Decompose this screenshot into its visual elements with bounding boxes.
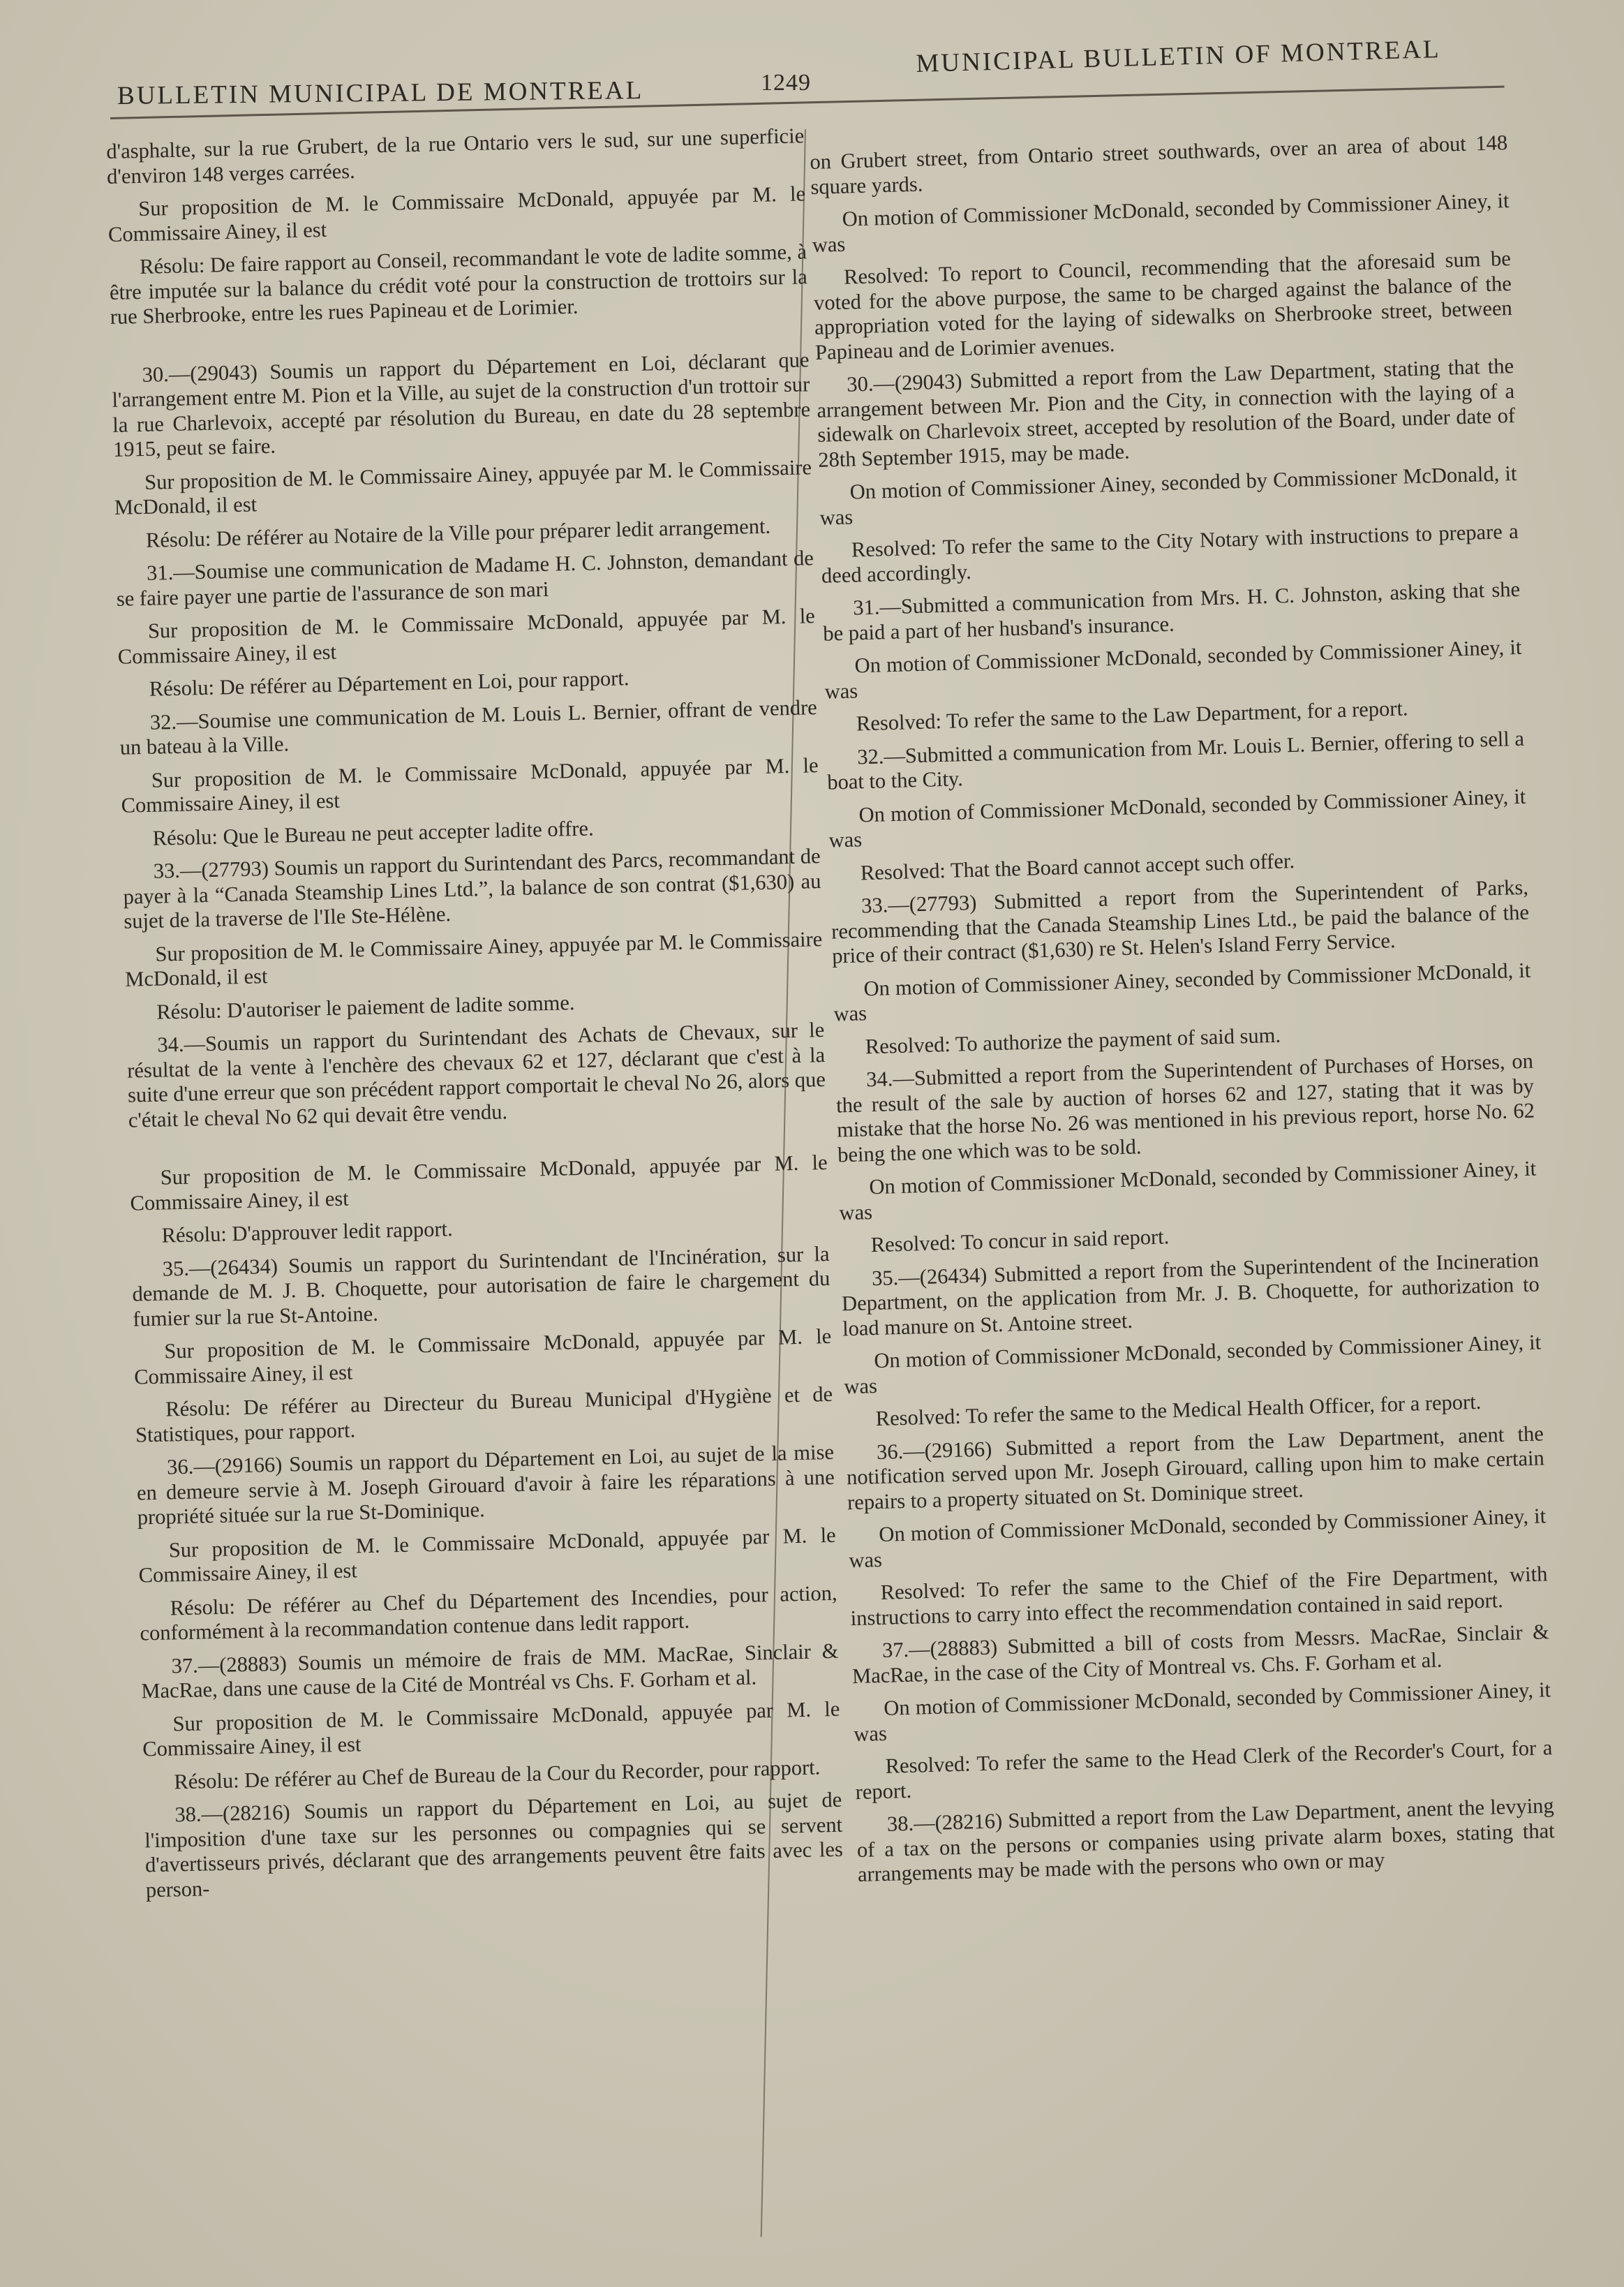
item-paragraph: 34.—Soumis un rapport du Surintendant des Achats de Chevaux, sur le résultat de la vente à l'enchère des chevaux 62 et 127, déclarant que c'est à la suite d'une erreur que son précédent rapport comportait le cheval No 26, alors que c'était le cheval No 62 qui devait être vendu. [126,1017,826,1132]
item-paragraph: 33.—(27793) Soumis un rapport du Surintendant des Parcs, recommandant de payer à la “Canada Steamship Lines Ltd.”, la balance de son contrat ($1,630) au sujet de la traverse de l'Ile Ste-Hélène. [123,844,821,933]
item-paragraph: 35.—(26434) Soumis un rapport du Surintendant de l'Incinération, sur la demande de M. J. B. Choquette, pour autorisation de faire le chargement du fumier sur la rue St-Antoine. [132,1241,830,1331]
motion-paragraph: Sur proposition de M. le Commissaire McDonald, appuyée par M. le Commissaire Ainey, il est [117,604,816,669]
motion-paragraph: Sur proposition de M. le Commissaire McDonald, appuyée par M. le Commissaire Ainey, il est [138,1523,836,1587]
item-paragraph: 38.—(28216) Soumis un rapport du Département en Loi, au sujet de l'imposition d'une taxe sur les personnes ou compagnies qui se servent d'avertisseurs privés, déclarant que des arrangements peuvent être faits avec les person- [144,1787,844,1902]
resolution-paragraph: Résolu: D'approuver ledit rapport. [161,1217,454,1248]
french-column [106,124,844,1911]
resolution-paragraph: Résolu: De faire rapport au Conseil, recommandant le vote de ladite somme, à être imputée sur la balance du crédit voté pour la construction de trottoirs sur la rue Sherbrooke, entre les rues Papineau et de Lorimier. [109,239,808,329]
resolution-paragraph: Resolved: To authorize the payment of said sum. [865,1023,1281,1058]
item-paragraph: 37.—(28883) Submitted a bill of costs from Messrs. MacRae, Sinclair & MacRae, in the case of the City of Montreal vs. Chs. F. Gorham et al. [851,1620,1550,1688]
resolution-paragraph: Resolved: To refer the same to the Head Clerk of the Recorder's Court, for a report. [855,1735,1553,1804]
item-paragraph: 32.—Submitted a communication from Mr. Louis L. Bernier, offering to sell a boat to the City. [826,726,1525,794]
resolution-paragraph: Resolved: To refer the same to the Chief of the Fire Department, with instructions to carry into effect the recommendation contained in said report. [850,1562,1548,1630]
item-paragraph: 36.—(29166) Submitted a report from the Law Department, anent the notification served upon Mr. Joseph Girouard, calling upon him to make certain repairs to a property situated on St. Dominique street. [846,1421,1545,1514]
motion-paragraph: On motion of Commissioner McDonald, seconded by Commissioner Ainey, it was [812,188,1510,257]
motion-paragraph: On motion of Commissioner Ainey, seconded by Commissioner McDonald, it was [819,461,1517,530]
page-number: 1249 [761,70,811,96]
motion-paragraph: On motion of Commissioner McDonald, seconded by Commissioner Ainey, it was [824,635,1522,704]
header-left-title: BULLETIN MUNICIPAL DE MONTREAL [117,76,644,110]
paragraph: d'asphalte, sur la rue Grubert, de la rue Ontario vers le sud, sur une superficie d'environ 148 verges carrées. [106,124,805,188]
item-paragraph: 36.—(29166) Soumis un rapport du Département en Loi, au sujet de la mise en demeure servie à M. Joseph Girouard d'avoir à faire les réparations à une propriété située sur la rue St-Dominique. [136,1439,835,1530]
resolution-paragraph: Resolved: To refer the same to the Medical Health Officer, for a report. [875,1389,1482,1431]
motion-paragraph: Sur proposition de M. le Commissaire McDonald, appuyée par M. le Commissaire Ainey, il est [121,753,819,817]
resolution-paragraph: Résolu: Que le Bureau ne peut accepter ladite offre. [152,815,594,850]
header-right-title: MUNICIPAL BULLETIN OF MONTREAL [916,34,1442,78]
resolution-paragraph: Resolved: To refer the same to the Law Department, for a report. [856,696,1408,736]
motion-paragraph: On motion of Commissioner McDonald, seconded by Commissioner Ainey, it was [843,1330,1542,1398]
motion-paragraph: On motion of Commissioner McDonald, seconded by Commissioner Ainey, it was [853,1678,1551,1746]
english-column [810,131,1556,1895]
resolution-paragraph: Résolu: De référer au Département en Loi, pour rapport. [149,666,630,701]
motion-paragraph: On motion of Commissioner Ainey, seconded by Commissioner McDonald, it was [833,958,1531,1026]
item-paragraph: 31.—Soumise une communication de Madame H. C. Johnston, demandant de se faire payer une partie de l'assurance de son mari [116,546,814,611]
motion-paragraph: On motion of Commissioner McDonald, seconded by Commissioner Ainey, it was [828,784,1526,852]
paragraph: on Grubert street, from Ontario street southwards, over an area of about 148 square yards. [810,131,1508,199]
item-paragraph: 35.—(26434) Submitted a report from the Superintendent of the Incineration Department, on the application from Mr. J. B. Choquette, for authorization to load manure on St. Antoine street. [841,1247,1540,1340]
motion-paragraph: On motion of Commissioner McDonald, seconded by Commissioner Ainey, it was [839,1156,1537,1224]
item-paragraph: 32.—Soumise une communication de M. Louis L. Bernier, offrant de vendre un bateau à la Ville. [119,695,818,760]
item-paragraph: 37.—(28883) Soumis un mémoire de frais de MM. MacRae, Sinclair & MacRae, dans une cause de la Cité de Montréal vs Chs. F. Gorham et al. [141,1638,839,1703]
motion-paragraph: Sur proposition de M. le Commissaire McDonald, appuyée par M. le Commissaire Ainey, il est [142,1696,840,1761]
item-paragraph: 38.—(28216) Submitted a report from the Law Department, anent the levying of a tax on the persons or companies using private alarm boxes, stating that arrangements may be made with the persons who own or may [856,1793,1556,1887]
resolution-paragraph: Résolu: D'autoriser le paiement de ladite somme. [156,990,575,1024]
motion-paragraph: On motion of Commissioner McDonald, seconded by Commissioner Ainey, it was [848,1504,1547,1572]
resolution-paragraph: Résolu: De référer au Chef de Bureau de la Cour du Recorder, pour rapport. [173,1754,821,1793]
item-paragraph: 34.—Submitted a report from the Superintendent of Purchases of Horses, on the result of the sale by auction of horses 62 and 127, stating that it was by mistake that the horse No. 26 was mentioned in his previous report, horse No. 62 being the one which was to be sold. [835,1049,1535,1167]
motion-paragraph: Sur proposition de M. le Commissaire Ainey, appuyée par M. le Commissaire McDonald, il est [114,454,812,519]
resolution-paragraph: Résolu: De référer au Notaire de la Ville pour préparer ledit arrangement. [145,514,771,552]
motion-paragraph: Sur proposition de M. le Commissaire Ainey, appuyée par M. le Commissaire McDonald, il est [124,926,823,991]
resolution-paragraph: Résolu: De référer au Chef du Département des Incendies, pour action, conformément à la recommandation contenue dans ledit rapport. [140,1581,837,1645]
motion-paragraph: Sur proposition de M. le Commissaire McDonald, appuyée par M. le Commissaire Ainey, il est [130,1150,828,1215]
item-paragraph: 30.—(29043) Submitted a report from the Law Department, stating that the arrangement between Mr. Pion and the City, in connection with the laying of a sidewalk on Charlevoix street, accepted by resolution of the Board, under date of 28th September 1915, may be made. [816,353,1516,472]
motion-paragraph: Sur proposition de M. le Commissaire McDonald, appuyée par M. le Commissaire Ainey, il est [133,1324,832,1389]
resolution-paragraph: Resolved: To concur in said report. [870,1224,1170,1257]
item-paragraph: 33.—(27793) Submitted a report from the Superintendent of Parks, recommending that the Canada Steamship Lines Ltd., be paid the balance of the price of their contract ($1,630) re St. Helen's Island Ferry Service. [830,875,1530,968]
resolution-paragraph: Resolved: To refer the same to the City Notary with instructions to prepare a deed accordingly. [821,519,1519,588]
resolution-paragraph: Résolu: De référer au Directeur du Bureau Municipal d'Hygiène et de Statistiques, pour rapport. [135,1382,833,1447]
motion-paragraph: Sur proposition de M. le Commissaire McDonald, appuyée par M. le Commissaire Ainey, il est [107,182,806,246]
resolution-paragraph: Resolved: That the Board cannot accept such offer. [860,848,1295,885]
item-paragraph: 30.—(29043) Soumis un rapport du Département en Loi, déclarant que l'arrangement entre M. Pion et la Ville, au sujet de la construction d'un trottoir sur la rue Charlevoix, accepté par résolution du Bureau, en date du 28 septembre 1915, peut se faire. [112,347,811,461]
resolution-paragraph: Resolved: To report to Council, recommending that the aforesaid sum be voted for the above purpose, the same to be charged against the balance of the appropriation voted for the laying of sidewalks on Sherbrooke street, between Papineau and de Lorimier avenues. [813,246,1513,364]
item-paragraph: 31.—Submitted a communication from Mrs. H. C. Johnston, asking that she be paid a part of her husband's insurance. [822,577,1521,646]
